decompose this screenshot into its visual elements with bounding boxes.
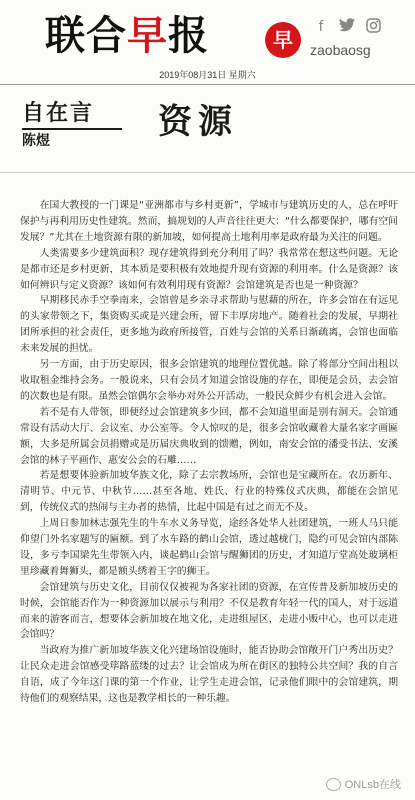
- masthead: [0, 0, 415, 82]
- divider: [0, 172, 415, 173]
- article-body: [20, 198, 398, 707]
- wechat-icon: [326, 778, 341, 791]
- brand-badge-icon[interactable]: 早: [265, 22, 301, 58]
- twitter-icon[interactable]: [338, 18, 356, 36]
- column-name: 自在言: [22, 100, 95, 126]
- paragraph: 若是想要体验新加坡华族文化，除了去宗教场所，会馆也是宝藏所在。农历新年、清明节、中元节、中秋节……甚至各地、姓氏、行业的特殊仪式庆典，都能在会馆见到，传统仪式的热闹与主办者的热情，比起中国是有过之而无不及。: [20, 470, 398, 514]
- paragraph: 上周日参加林志强先生的牛车水义务导览，途经各处华人社团建筑，一班人马只能仰望门外名家题写的匾额。到了水车路的鹤山会馆，透过越栊门，隐约可见会馆内部陈设，多亏李国梁先生带领入内，谈起鹤山会馆与醒狮团的历史，才知道厅堂高处玻璃柜里珍藏着舞狮头，都是额头绣着王字的狮王。: [20, 518, 398, 577]
- watermark: [326, 776, 401, 792]
- watermark-text: ONLsb在线: [344, 779, 401, 791]
- author-name: 陈煜: [22, 133, 50, 149]
- paragraph: 另一方面，由于历史原因，很多会馆建筑的地理位置优越。除了将部分空间出租以收取租金维持会务。一般说来，只有会员才知道会馆设施的存在，即便是会员，去会馆的次数也是有限。虽然会馆偶尔会举办对外公开活动，一般民众鲜少有机会进入会馆。: [20, 359, 398, 402]
- social-handle[interactable]: zaobaosg: [310, 42, 371, 58]
- instagram-icon[interactable]: [364, 18, 382, 36]
- publication-date: 2019年08月31日 星期六: [159, 70, 256, 80]
- social-icons: [312, 18, 382, 38]
- paragraph: 当政府为推广新加坡华族文化兴建场馆设施时，能否协助会馆敞开门户秀出历史？让民众走进会馆感受筚路蓝缕的过去？让会馆成为所在街区的独特公共空间？我的自言自语，成了今年这门课的第一个作业，让学生走进会馆，记录他们眼中的会馆建筑，期待他们的观察结果，这也是教学相长的一种乐趣。: [20, 645, 398, 705]
- logo-text-part2: 早: [127, 12, 168, 59]
- instagram-glyph: [366, 18, 381, 33]
- paragraph: 在国大教授的一门课是“亚洲都市与乡村更新”，学城市与建筑历史的人，总在呼吁保护与再利用历史性建筑。然而，搞规划的人声音往往更大：“什么都要保护，哪有空间发展？”尤其在土地资源有限的新加坡，如何提高土地利用率是政府最为关注的问题。: [20, 200, 398, 243]
- article-title: 资源: [158, 102, 238, 142]
- paragraph: 会馆建筑与历史文化，目前仅仅被视为各家社团的资源，在宣传普及新加坡历史的时候，会馆能否作为一种资源加以展示与利用？不仅是教育年轻一代的国人，对于远道而来的游客而言，想要体会新加坡在地文化，走进组屋区，走进小贩中心，也可以走进会馆吗？: [20, 581, 398, 641]
- twitter-glyph: [339, 18, 355, 32]
- divider: [0, 84, 415, 85]
- paragraph: 若不是有人带领，即便经过会馆建筑多少回，都不会知道里面是别有洞天。会馆通常设有活动大厅、会议室、办公室等。令人惊叹的是，很多会馆收藏着大量名家字画匾额，大多是所属会员捐赠或是历届庆典收到的馈赠，例如，南安会馆的潘受书法、安溪会馆的林子平画作、惠安公会的石雕……: [20, 406, 398, 466]
- logo-text-part3: 报: [168, 12, 209, 59]
- logo-text-part1: 联合: [45, 12, 127, 59]
- paragraph: 人类需要多少建筑面积？现存建筑得到充分利用了吗？我常常在想这些问题。无论是都市还是乡村更新，其本质是要积极有效地提升现有资源的利用率。什么是资源？该如何辨识与定义资源？该如何有效利用现有资源？会馆建筑是否也是一种资源？: [20, 247, 398, 291]
- facebook-icon[interactable]: f: [318, 19, 324, 35]
- paragraph: 早期移民赤手空拳南来，会馆曾是乡亲寻求帮助与慰藉的所在，许多会馆在有远见的头家带领之下，集资购买或是兴建会所，留下丰厚房地产。随着社会的发展，早期社团所承担的社会责任，更多地为政府所接管，百姓与会馆的关系日渐疏离，会馆也面临未来发展的担忧。: [20, 295, 398, 355]
- column-underline: [22, 128, 122, 130]
- newspaper-logo[interactable]: [45, 14, 209, 58]
